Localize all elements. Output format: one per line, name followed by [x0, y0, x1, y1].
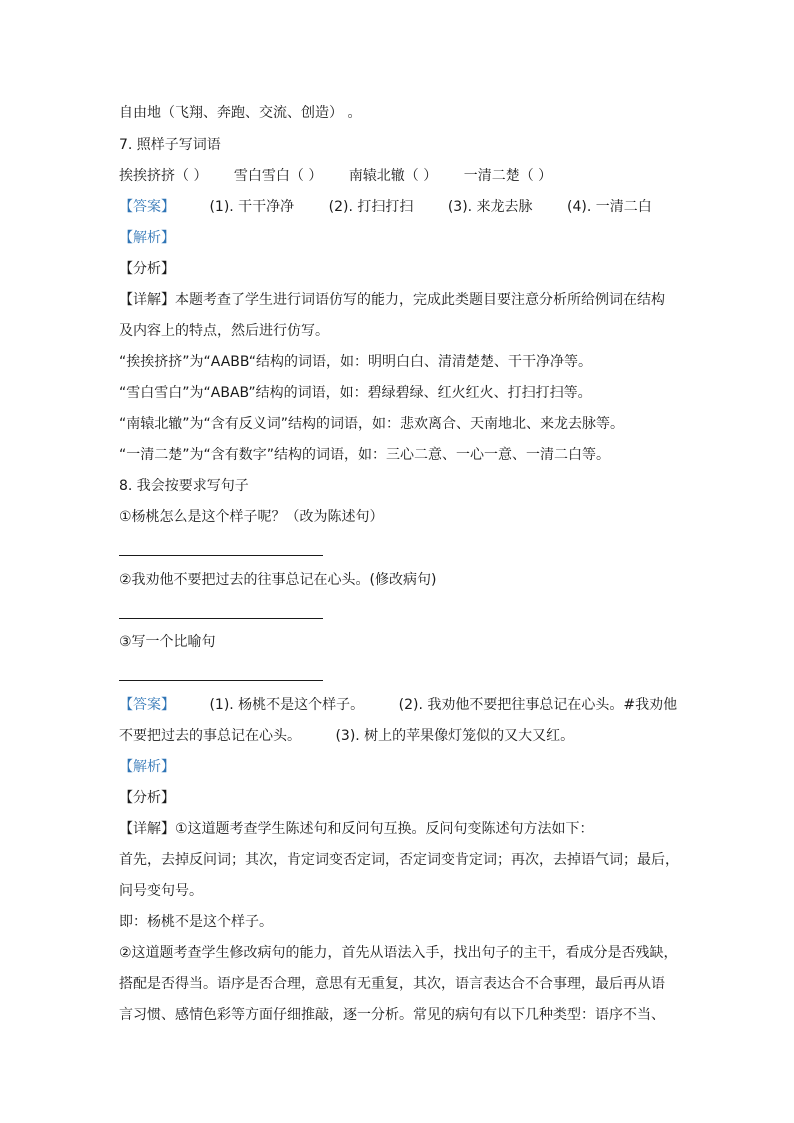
q7-answer-4: (4). 一清二白: [567, 199, 652, 215]
q7-prompt-1: 挨挨挤挤（ ）: [119, 168, 208, 184]
q7-xiangjie-text: 本题考查了学生进行词语仿写的能力，完成此类题目要注意分析所给例词在结构: [175, 292, 665, 308]
q8-answer-1: (1). 杨桃不是这个样子。: [209, 697, 365, 713]
q7-answer-1: (1). 干干净净: [209, 199, 295, 215]
q7-example-4: “一清二楚”为“含有数字”结构的词语，如：三心二意、一心一意、一清二白等。: [119, 447, 611, 463]
q7-example-1: “挨挨挤挤”为“AABB“结构的词语，如：明明白白、清清楚楚、干干净净等。: [119, 354, 592, 370]
q8-answer-2: (2). 我劝他不要把往事总记在心头。#我劝他: [398, 697, 678, 713]
q8-xiangjie: [119, 819, 679, 839]
q8-answer-line-2: [119, 726, 679, 746]
q8-detail-5: ②这道题考查学生修改病句的能力，首先从语法入手，找出句子的主干，看成分是否残缺，: [119, 945, 678, 961]
q8-detail-3: 问号变句号。: [119, 883, 203, 899]
q8-item-1: ①杨桃怎么是这个样子呢？（改为陈述句）: [119, 509, 384, 525]
q8-detail-6: 搭配是否得当。语序是否合理，意思有无重复，其次，语言表达合不合事理，最后再从语: [119, 976, 665, 992]
q7-fenxi: 【分析】: [119, 261, 175, 277]
q7-answer-3: (3). 来龙去脉: [447, 199, 533, 215]
q7-xiangjie: [119, 290, 679, 310]
q8-xiangjie-tag: 【详解】: [119, 821, 175, 837]
q7-answer-line: [119, 197, 679, 217]
answer-blank-2: [119, 618, 323, 619]
q8-answer-3: (3). 树上的苹果像灯笼似的又大又红。: [335, 728, 575, 744]
q8-answer-2-cont: 不要把过去的事总记在心头。: [119, 728, 301, 744]
q8-title: 8. 我会按要求写句子: [119, 478, 249, 494]
q7-answer-2: (2). 打扫打扫: [328, 199, 414, 215]
q8-detail-7: 言习惯、感情色彩等方面仔细推敲，逐一分析。常见的病句有以下几种类型：语序不当、: [119, 1007, 665, 1023]
q7-prompt-2: 雪白雪白（ ）: [233, 168, 323, 184]
q7-title: 7. 照样子写词语: [119, 137, 221, 153]
q7-jiexi: 【解析】: [119, 230, 175, 246]
q8-item-3: ③写一个比喻句: [119, 634, 216, 650]
q7-example-2: “雪白雪白”为“ABAB”结构的词语，如：碧绿碧绿、红火红火、打扫打扫等。: [119, 385, 592, 401]
q7-prompts: [119, 166, 679, 186]
q7-prompt-3: 南辕北辙（ ）: [348, 168, 438, 184]
q7-xiangjie-cont: 及内容上的特点，然后进行仿写。: [119, 323, 329, 339]
q8-item-2: ②我劝他不要把过去的往事总记在心头。(修改病句): [119, 572, 437, 588]
q8-detail-4: 即：杨桃不是这个样子。: [119, 914, 273, 930]
q7-xiangjie-tag: 【详解】: [119, 292, 175, 308]
q8-detail-2: 首先，去掉反问词；其次，肯定词变否定词，否定词变肯定词；再次，去掉语气词；最后，: [119, 852, 679, 868]
answer-blank-3: [119, 680, 323, 681]
q8-detail-1: ①这道题考查学生陈述句和反问句互换。反问句变陈述句方法如下：: [175, 821, 594, 837]
q7-example-3: “南辕北辙”为“含有反义词”结构的词语，如：悲欢离合、天南地北、来龙去脉等。: [119, 416, 625, 432]
q8-answer-tag: 【答案】: [119, 697, 175, 713]
q7-answer-tag: 【答案】: [119, 199, 175, 215]
q7-prompt-4: 一清二楚（ ）: [463, 168, 553, 184]
top-line: 自由地（飞翔、奔跑、交流、创造） 。: [119, 105, 362, 121]
answer-blank-1: [119, 555, 323, 556]
q8-fenxi: 【分析】: [119, 790, 175, 806]
q8-answer-line: [119, 695, 679, 715]
q8-jiexi: 【解析】: [119, 759, 175, 775]
